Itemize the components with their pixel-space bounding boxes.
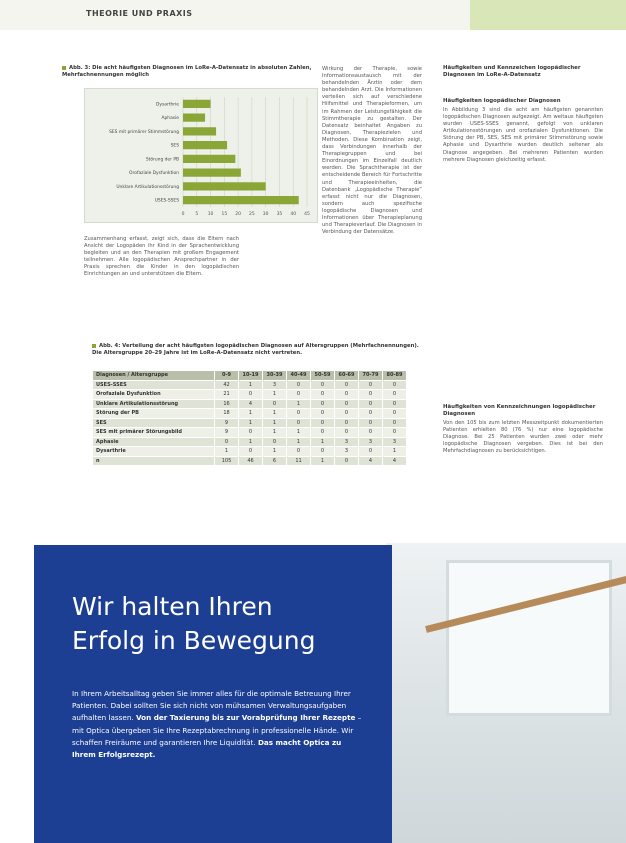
x-tick-label: 15 xyxy=(221,212,228,217)
table-row xyxy=(93,380,407,390)
x-tick-label: 20 xyxy=(235,212,241,217)
table-cell: 3 xyxy=(263,380,287,390)
table-cell: 0 xyxy=(311,399,335,409)
table-cell: 0 xyxy=(311,428,335,438)
table-row xyxy=(93,428,407,438)
table-cell: 1 xyxy=(287,437,311,447)
table-cell: 0 xyxy=(335,409,359,419)
column1-text: Zusammenhang erfasst, zeigt sich, dass die Eltern nach Ansicht der Logopäden ihr Kind in der Sprachentwicklung begleiten und an den Therapien mit großem Engagement teilnehmen. Alle logopädischen Ansprechpartner in der Praxis sprechen die Kinder in den logopädischen Einrichtungen an und unterstützen die Eltern. xyxy=(84,236,239,278)
ad-body-bold-1: Von der Taxierung bis zur Vorabprüfung Ihrer Rezepte xyxy=(135,713,356,723)
table-cell: 0 xyxy=(287,409,311,419)
ad-headline-line2: Erfolg in Bewegung xyxy=(72,626,316,655)
table-cell: 0 xyxy=(383,390,407,400)
table-row xyxy=(93,447,407,457)
table-cell: 0 xyxy=(383,409,407,419)
table-cell: 0 xyxy=(335,418,359,428)
column3-heading: Häufigkeiten und Kennzeichen logopädischer Diagnosen im LoRe-A-Datensatz xyxy=(443,65,581,78)
caption-bullet-icon xyxy=(62,66,66,70)
table-header-row xyxy=(93,371,407,381)
table-cell: 3 xyxy=(359,437,383,447)
table-cell: 6 xyxy=(263,456,287,466)
table-cell: 1 xyxy=(263,409,287,419)
table-cell: 0 xyxy=(287,390,311,400)
table-header-cell: 10-19 xyxy=(239,371,263,381)
table-cell: 0 xyxy=(239,447,263,457)
table-cell: 105 xyxy=(215,456,239,466)
category-label: USES-SSES xyxy=(154,198,179,204)
bar xyxy=(183,155,235,163)
bar xyxy=(183,182,266,190)
table-cell: 0 xyxy=(359,380,383,390)
table-cell: 0 xyxy=(335,428,359,438)
table-cell: 0 xyxy=(287,447,311,457)
table-row xyxy=(93,437,407,447)
table-cell: 0 xyxy=(383,418,407,428)
figure3-caption-text: Abb. 3: Die acht häufigsten Diagnosen im LoRe-A-Datensatz in absoluten Zahlen, Mehrfachnennungen möglich xyxy=(62,65,312,78)
category-label: SES xyxy=(170,143,179,149)
table-cell: 1 xyxy=(311,437,335,447)
table-cell: 1 xyxy=(263,390,287,400)
column2-text-top xyxy=(248,66,318,90)
bar xyxy=(183,127,216,135)
table-cell: 0 xyxy=(311,447,335,457)
table-cell: 0 xyxy=(263,437,287,447)
table-cell: 0 xyxy=(311,390,335,400)
table-cell: 42 xyxy=(215,380,239,390)
table-cell: 4 xyxy=(239,399,263,409)
table-row xyxy=(93,456,407,466)
table-row-label: USES-SSES xyxy=(93,380,215,390)
table-cell: 0 xyxy=(335,399,359,409)
x-tick-label: 35 xyxy=(276,212,283,217)
x-tick-label: 0 xyxy=(181,212,185,217)
table-cell: 0 xyxy=(359,409,383,419)
figure3-chart xyxy=(84,88,318,223)
bar-chart xyxy=(85,89,317,222)
table-cell: 0 xyxy=(215,437,239,447)
table-row xyxy=(93,399,407,409)
figure4-caption xyxy=(92,343,427,357)
table-cell: 0 xyxy=(359,428,383,438)
table-cell: 0 xyxy=(359,390,383,400)
x-tick-label: 10 xyxy=(207,212,214,217)
header-accent xyxy=(470,0,626,30)
caption-bullet-icon xyxy=(92,344,96,348)
category-label: Unklare Artikulationsstörung xyxy=(116,184,179,190)
table-cell: 3 xyxy=(335,447,359,457)
table-cell: 21 xyxy=(215,390,239,400)
section-title: THEORIE UND PRAXIS xyxy=(86,9,193,18)
table-cell: 9 xyxy=(215,428,239,438)
table-row-label: Aphasie xyxy=(93,437,215,447)
category-label: Orofaziale Dysfunktion xyxy=(129,171,179,177)
x-tick-label: 5 xyxy=(195,212,199,217)
table-header-cell: 30-39 xyxy=(263,371,287,381)
x-tick-label: 45 xyxy=(304,212,310,217)
bar xyxy=(183,114,205,122)
table-cell: 1 xyxy=(215,447,239,457)
bar xyxy=(183,196,299,204)
table-cell: 1 xyxy=(239,437,263,447)
bar xyxy=(183,100,211,108)
table-cell: 11 xyxy=(287,456,311,466)
figure4-table-wrap xyxy=(92,370,407,466)
table-header-cell: 40-49 xyxy=(287,371,311,381)
table-cell: 0 xyxy=(383,428,407,438)
table-cell: 1 xyxy=(239,380,263,390)
column2-text: Wirkung der Therapie, sowie Informationsaustausch mit der behandelnden Ärztin oder dem behandelnden Arzt. Die Informationen verteilen sich auf verschiedene Hilfsmittel und Therapieformen, um im Rahmen der Leistungsfähigkeit die Stimmtherapie zu gestalten. Der Datensatz beinhaltet Angaben zu Diagnosen, Therapiezielen und Methoden. Diese Kombination zeigt, dass Verbindungen innerhalb der Therapiegruppen und bei Einordnungen im Einzelfall deutlich werden. Die Sprachtherapie ist der entscheidende Bereich für Fortschritte und Therapieeinheiten, die Datenbank „Logopädische Therapie“ erfasst nicht nur die Diagnosen, sondern auch spezifische logopädische Diagnosen und Informationen über Therapieplanung und Therapieverlauf. Die Diagnosen in Verbindung der Datensätze. xyxy=(322,66,422,236)
ad-body-text-1: In Ihrem Arbeitsalltag geben Sie immer alles für die optimale Betreuung Ihrer Patienten. Dabei sollten Sie sich nicht von mühsamen Verwaltungsaufgaben aufhalten lassen. xyxy=(72,689,351,723)
ad-body xyxy=(72,688,362,761)
table-row-label: Unklare Artikulationsstörung xyxy=(93,399,215,409)
table-cell: 46 xyxy=(239,456,263,466)
ad-photo-window xyxy=(446,560,612,716)
figure4-caption-text: Abb. 4: Verteilung der acht häufigsten logopädischen Diagnosen auf Altersgruppen (Mehrfachnennungen). Die Altersgruppe 20–29 Jahre ist im LoRe-A-Datensatz nicht vertreten. xyxy=(92,343,419,356)
table-row-label: n xyxy=(93,456,215,466)
table-cell: 1 xyxy=(239,409,263,419)
ad-headline xyxy=(72,590,315,658)
table-cell: 1 xyxy=(311,456,335,466)
table-cell: 0 xyxy=(335,380,359,390)
table-header-cell: 0-9 xyxy=(215,371,239,381)
table-row-label: Orofaziale Dysfunktion xyxy=(93,390,215,400)
column3-subheading-1: Häufigkeiten logopädischer Diagnosen xyxy=(443,98,561,104)
table-cell: 0 xyxy=(383,380,407,390)
table-cell: 1 xyxy=(239,418,263,428)
table-cell: 3 xyxy=(335,437,359,447)
table-cell: 0 xyxy=(311,418,335,428)
table-cell: 0 xyxy=(359,399,383,409)
table-header-cell: 70-79 xyxy=(359,371,383,381)
distribution-table xyxy=(92,370,407,466)
table-row-label: SES xyxy=(93,418,215,428)
table-row-label: Dysarthrie xyxy=(93,447,215,457)
ad-body-bold-2: Das macht Optica zu Ihrem Erfolgsrezept. xyxy=(72,737,342,760)
x-tick-label: 25 xyxy=(249,212,255,217)
category-label: Aphasie xyxy=(161,116,179,122)
table-cell: 0 xyxy=(335,390,359,400)
table-cell: 0 xyxy=(287,380,311,390)
table-cell: 16 xyxy=(215,399,239,409)
table-row-label: Störung der PB xyxy=(93,409,215,419)
column3-subheading-2: Häufigkeiten von Kennzeichnungen logopädischer Diagnosen xyxy=(443,404,596,417)
table-cell: 0 xyxy=(311,380,335,390)
table-cell: 1 xyxy=(287,399,311,409)
table-cell: 1 xyxy=(383,447,407,457)
table-header-cell: 50-59 xyxy=(311,371,335,381)
table-cell: 0 xyxy=(359,418,383,428)
category-label: Störung der PB xyxy=(145,157,179,163)
table-cell: 0 xyxy=(239,390,263,400)
table-cell: 1 xyxy=(263,447,287,457)
bar xyxy=(183,169,241,177)
table-cell: 0 xyxy=(287,418,311,428)
table-cell: 0 xyxy=(263,399,287,409)
table-header-cell: Diagnosen / Altersgruppe xyxy=(93,371,215,381)
table-row xyxy=(93,418,407,428)
table-cell: 1 xyxy=(263,428,287,438)
table-cell: 9 xyxy=(215,418,239,428)
table-cell: 1 xyxy=(263,418,287,428)
category-label: Dysarthrie xyxy=(156,102,179,108)
table-cell: 3 xyxy=(383,437,407,447)
table-cell: 0 xyxy=(239,428,263,438)
table-cell: 4 xyxy=(383,456,407,466)
ad-headline-line1: Wir halten Ihren xyxy=(72,592,273,621)
table-cell: 0 xyxy=(311,409,335,419)
table-cell: 4 xyxy=(359,456,383,466)
x-tick-label: 40 xyxy=(290,212,297,217)
bar xyxy=(183,141,227,149)
table-header-cell: 80-89 xyxy=(383,371,407,381)
table-row-label: SES mit primärer Störungsbild xyxy=(93,428,215,438)
table-row xyxy=(93,390,407,400)
ad-body-text-2: – mit Optica übergeben Sie Ihre Rezeptabrechnung in professionelle Hände. Wir schaffen Freiräume und garantieren Ihre Liquidität. xyxy=(72,713,362,747)
table-header-cell: 60-69 xyxy=(335,371,359,381)
table-cell: 0 xyxy=(335,456,359,466)
table-cell: 0 xyxy=(359,447,383,457)
column3-text-2: Von den 105 bis zum letzten Messzeitpunkt dokumentierten Patienten erhielten 80 (76 %) nur eine logopädische Diagnose. Bei 25 Patienten wurden zwei oder mehr logopädische Diagnosen vergeben. Dies ist bei den Mehrfachdiagnosen zu berücksichtigen. xyxy=(443,420,603,455)
table-cell: 0 xyxy=(383,399,407,409)
x-tick-label: 30 xyxy=(262,212,269,217)
category-label: SES mit primärer Stimmstörung xyxy=(109,129,179,135)
table-row xyxy=(93,409,407,419)
table-cell: 18 xyxy=(215,409,239,419)
table-cell: 1 xyxy=(287,428,311,438)
column3-text-1: In Abbildung 3 sind die acht am häufigsten genannten logopädischen Diagnosen aufgezeigt. Am weitaus häufigsten wurden USES-SSES genannt, gefolgt von unklaren Artikulationsstörungen und orofazialen Dysfunktionen. Die Störung der PB, SES, SES mit primärer Stimmstörung sowie Aphasie und Dysarthrie wurden deutlich seltener als Diagnose angegeben. Bei mehreren Patienten wurden mehrere Diagnosen gleichzeitig erfasst. xyxy=(443,107,603,163)
